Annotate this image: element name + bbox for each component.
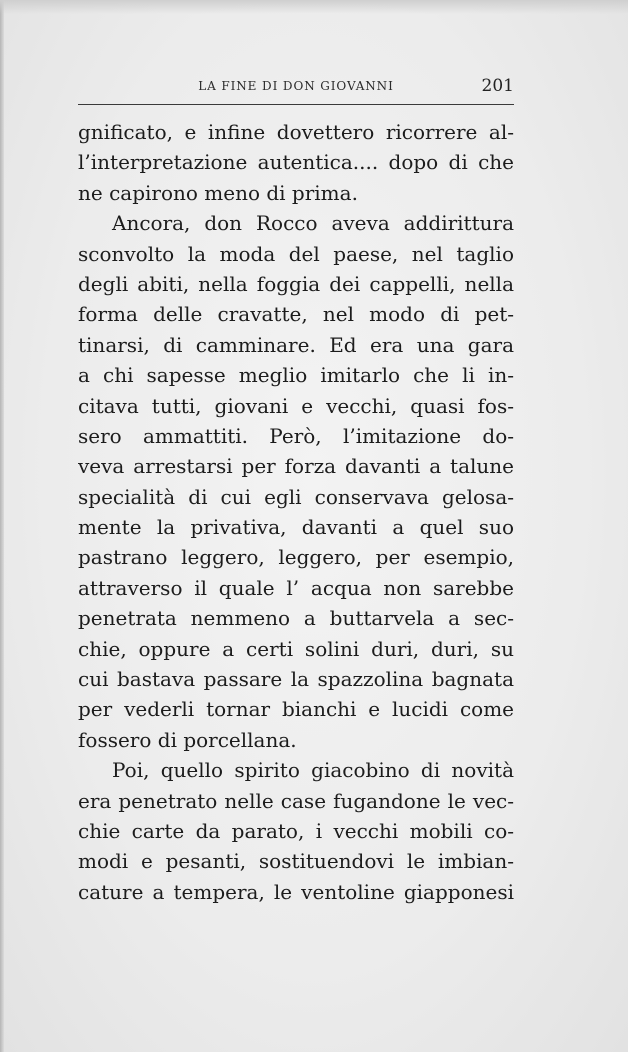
text-line: ne capirono meno di prima. — [78, 180, 358, 205]
text-line: penetrata nemmeno a buttarvela a sec- — [78, 606, 514, 631]
text-line: Poi, quello spirito giacobino di novità — [112, 758, 514, 783]
text-line: mente la privativa, davanti a quel suo — [78, 515, 514, 540]
running-title: LA FINE DI DON GIOVANNI — [198, 79, 394, 93]
text-line: forma delle cravatte, nel modo di pet- — [78, 302, 514, 327]
text-line: modi e pesanti, sostituendovi le imbian- — [78, 849, 514, 874]
text-line: l’interpretazione autentica.... dopo di che — [78, 150, 514, 175]
page-binding-edge — [0, 0, 4, 1052]
page-top-shadow — [0, 0, 628, 14]
text-line: sconvolto la moda del paese, nel taglio — [78, 241, 514, 266]
text-line: degli abiti, nella foggia dei cappelli, nella — [78, 271, 514, 296]
text-line: fossero di porcellana. — [78, 727, 297, 752]
text-line: cature a tempera, le ventoline giapponesi — [78, 879, 514, 904]
text-line: chie, oppure a certi solini duri, duri, su — [78, 636, 514, 661]
text-line: Ancora, don Rocco aveva addirittura — [112, 211, 514, 236]
text-line: pastrano leggero, leggero, per esempio, — [78, 545, 514, 570]
text-line: specialità di cui egli conservava gelosa- — [78, 484, 514, 509]
text-line: chie carte da parato, i vecchi mobili co- — [78, 818, 514, 843]
text-line: attraverso il quale l’ acqua non sarebbe — [78, 575, 514, 600]
page-number: 201 — [481, 76, 514, 96]
text-line: sero ammattiti. Però, l’imitazione do- — [78, 423, 514, 448]
text-line: a chi sapesse meglio imitarlo che li in- — [78, 363, 514, 388]
text-line: era penetrato nelle case fugandone le vec- — [78, 788, 514, 813]
text-line: citava tutti, giovani e vecchi, quasi fos- — [78, 393, 514, 418]
page-header — [78, 76, 514, 98]
text-line: cui bastava passare la spazzolina bagnata — [78, 667, 514, 692]
text-line: veva arrestarsi per forza davanti a talune — [78, 454, 514, 479]
text-line: tinarsi, di camminare. Ed era una gara — [78, 332, 514, 357]
text-line: per vederli tornar bianchi e lucidi come — [78, 697, 514, 722]
text-line: gnificato, e infine dovettero ricorrere al- — [78, 120, 514, 144]
header-rule — [78, 104, 514, 105]
body-text — [78, 117, 514, 907]
